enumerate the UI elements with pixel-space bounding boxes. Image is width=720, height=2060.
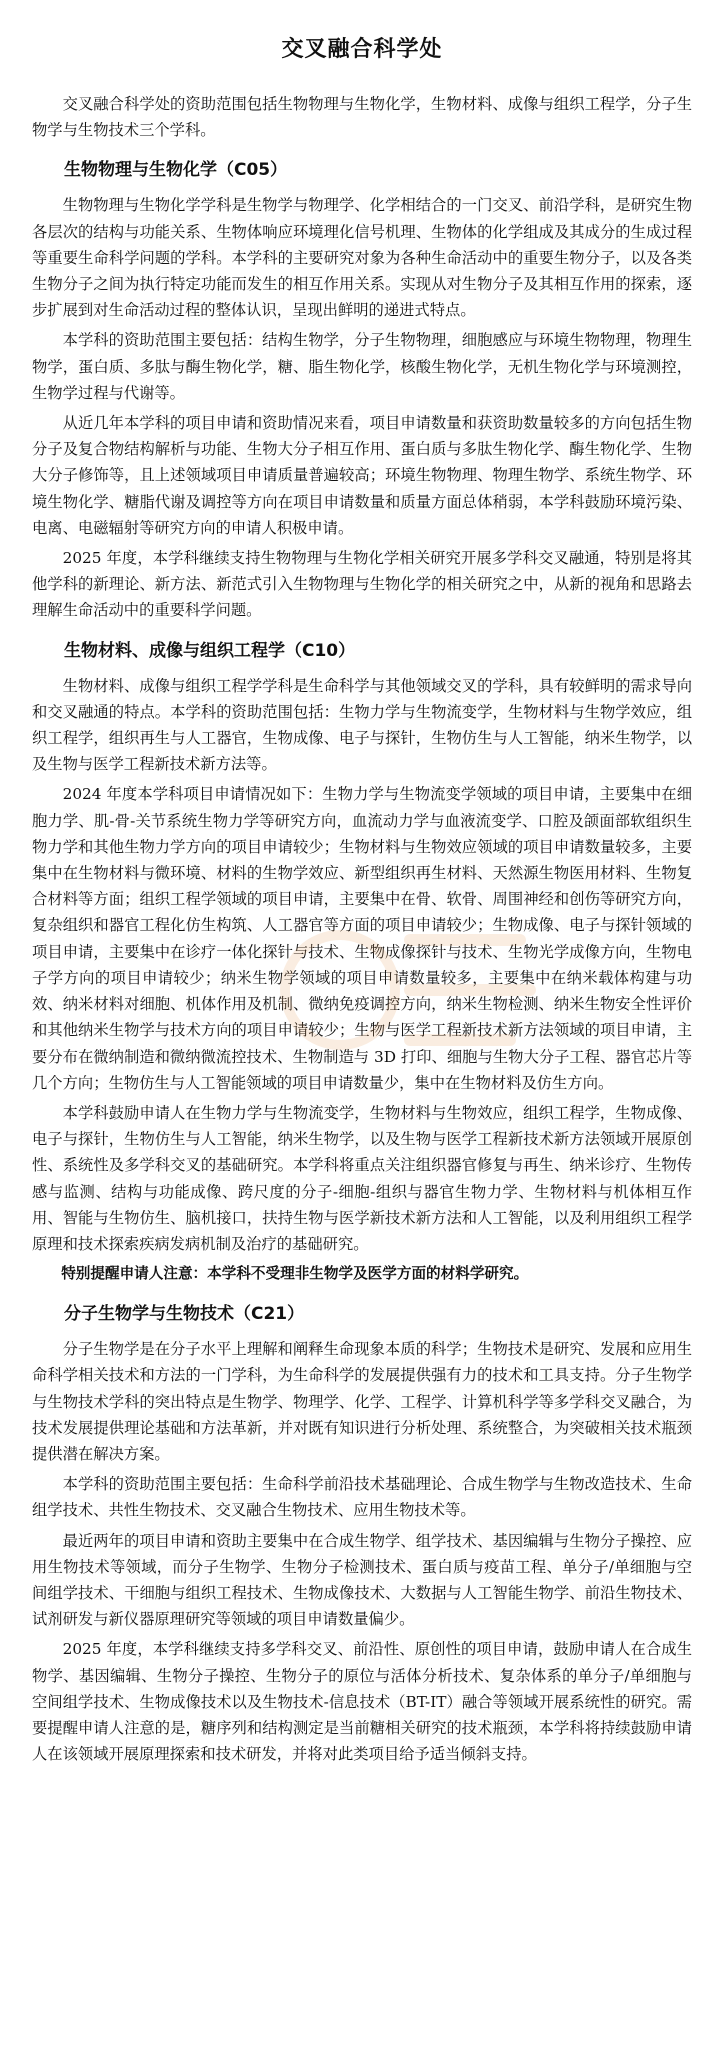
intro-paragraph: 交叉融合科学处的资助范围包括生物物理与生物化学，生物材料、成像与组织工程学，分子生物学与生物技术三个学科。 bbox=[32, 95, 692, 140]
paragraph: 分子生物学是在分子水平上理解和阐释生命现象本质的科学；生物技术是研究、发展和应用生命科学相关技术和方法的一门学科，为生命科学的发展提供强有力的技术和工具支持。分子生物学与生物技术学科的突出特点是生物学、物理学、化学、工程学、计算机科学等多学科交叉融合，为技术发展提供理论基础和方法革新，并对既有知识进行分析处理、系统整合，为突破相关技术瓶颈提供潜在解决方案。 bbox=[32, 1340, 692, 1463]
section-c10 bbox=[32, 636, 692, 1287]
section-heading: 生物物理与生物化学（C05） bbox=[64, 160, 288, 181]
paragraph: 最近两年的项目申请和资助主要集中在合成生物学、组学技术、基因编辑与生物分子操控、应用生物技术等领域，而分子生物学、生物分子检测技术、蛋白质与疫苗工程、单分子/单细胞与空间组学技术、干细胞与组织工程技术、生物成像技术、大数据与人工智能生物学、前沿生物技术、试剂研发与新仪器原理研究等领域的项目申请数量偏少。 bbox=[32, 1531, 692, 1629]
section-heading: 分子生物学与生物技术（C21） bbox=[64, 1304, 305, 1325]
paragraph: 本学科的资助范围主要包括：生命科学前沿技术基础理论、合成生物学与生物改造技术、生命组学技术、共性生物技术、交叉融合生物技术、应用生物技术等。 bbox=[32, 1475, 692, 1520]
page-title: 交叉融合科学处 bbox=[281, 37, 443, 62]
paragraph: 2025 年度，本学科继续支持生物物理与生物化学相关研究开展多学科交叉融通，特别是将其他学科的新理论、新方法、新范式引入生物物理与生物化学的相关研究之中，从新的视角和思路去理解生命活动中的重要科学问题。 bbox=[32, 549, 692, 620]
section-heading: 生物材料、成像与组织工程学（C10） bbox=[64, 640, 356, 661]
special-note: 特别提醒申请人注意：本学科不受理非生物学及医学方面的材料学研究。 bbox=[61, 1265, 529, 1283]
section-c21 bbox=[32, 1299, 692, 1767]
paragraph: 生物物理与生物化学学科是生物学与物理学、化学相结合的一门交叉、前沿学科，是研究生物各层次的结构与功能关系、生物体响应环境理化信号机理、生物体的化学组成及其成分的生成过程等重要生命科学问题的学科。本学科的主要研究对象为各种生命活动中的重要生物分子，以及各类生物分子之间为执行特定功能而发生的相互作用关系。实现从对生物分子及其相互作用的探索，逐步扩展到对生命活动过程的整体认识，呈现出鲜明的递进式特点。 bbox=[32, 196, 692, 320]
paragraph: 从近几年本学科的项目申请和资助情况来看，项目申请数量和获资助数量较多的方向包括生物分子及复合物结构解析与功能、生物大分子相互作用、蛋白质与多肽生物化学、酶生物化学、生物大分子修饰等，且上述领域项目申请质量普遍较高；环境生物物理、物理生物学、系统生物学、环境生物化学、糖脂代谢及调控等方向在项目申请数量和质量方面总体稍弱，本学科鼓励环境污染、电离、电磁辐射等研究方向的申请人积极申请。 bbox=[32, 414, 692, 537]
paragraph: 2024 年度本学科项目申请情况如下：生物力学与生物流变学领域的项目申请，主要集中在细胞力学、肌-骨-关节系统生物力学等研究方向，血流动力学与血液流变学、口腔及颌面部软组织生物力学和其他生物力学方向的项目申请较少；生物材料与生物效应领域的项目申请数量较多，主要集中在生物材料与微环境、材料的生物学效应、新型组织再生材料、天然源生物医用材料、生物复合材料等方面；组织工程学领域的项目申请，主要集中在骨、软骨、周围神经和创伤等研究方向，复杂组织和器官工程化仿生构筑、人工器官等方面的项目申请较少；生物成像、电子与探针领域的项目申请，主要集中在诊疗一体化探针与技术、生物成像探针与技术、生物光学成像方向，生物电子学方向的项目申请较少；纳米生物学领域的项目申请数量较多，主要集中在纳米载体构建与功效、纳米材料对细胞、机体作用及机制、微纳免疫调控方向，纳米生物检测、纳米生物安全性评价和其他纳米生物学与技术方向的项目申请较少；生物与医学工程新技术新方法领域的项目申请，主要分布在微纳制造和微纳微流控技术、生物制造与 3D 打印、细胞与生物大分子工程、器官芯片等几个方向；生物仿生与人工智能领域的项目申请数量少，集中在生物材料及仿生方向。 bbox=[32, 785, 692, 1092]
section-c05 bbox=[32, 155, 692, 623]
paragraph: 生物材料、成像与组织工程学学科是生命科学与其他领域交叉的学科，具有较鲜明的需求导向和交叉融通的特点。本学科的资助范围包括：生物力学与生物流变学，生物材料与生物学效应，组织工程学，组织再生与人工器官，生物成像、电子与探针，生物仿生与人工智能，纳米生物学，以及生物与医学工程新技术新方法等。 bbox=[32, 676, 692, 774]
paragraph: 本学科的资助范围主要包括：结构生物学，分子生物物理，细胞感应与环境生物物理，物理生物学，蛋白质、多肽与酶生物化学，糖、脂生物化学，核酸生物化学，无机生物化学与环境测控，生物学过程与代谢等。 bbox=[32, 331, 692, 402]
paragraph: 2025 年度，本学科继续支持多学科交叉、前沿性、原创性的项目申请，鼓励申请人在合成生物学、基因编辑、生物分子操控、生物分子的原位与活体分析技术、复杂体系的单分子/单细胞与空间组学技术、生物成像技术以及生物技术-信息技术（BT-IT）融合等领域开展系统性的研究。需要提醒申请人注意的是，糖序列和结构测定是当前糖相关研究的技术瓶颈，本学科将持续鼓励申请人在该领域开展原理探索和技术研发，并将对此类项目给予适当倾斜支持。 bbox=[32, 1640, 692, 1764]
paragraph: 本学科鼓励申请人在生物力学与生物流变学，生物材料与生物效应，组织工程学，生物成像、电子与探针，生物仿生与人工智能，纳米生物学，以及生物与医学工程新技术新方法领域开展原创性、系统性及多学科交叉的基础研究。本学科将重点关注组织器官修复与再生、纳米诊疗、生物传感与监测、结构与功能成像、跨尺度的分子-细胞-组织与器官生物力学、生物材料与机体相互作用、智能与生物仿生、脑机接口，扶持生物与医学新技术新方法和人工智能，以及利用组织工程学原理和技术探索疾病发病机制及治疗的基础研究。 bbox=[32, 1103, 692, 1253]
